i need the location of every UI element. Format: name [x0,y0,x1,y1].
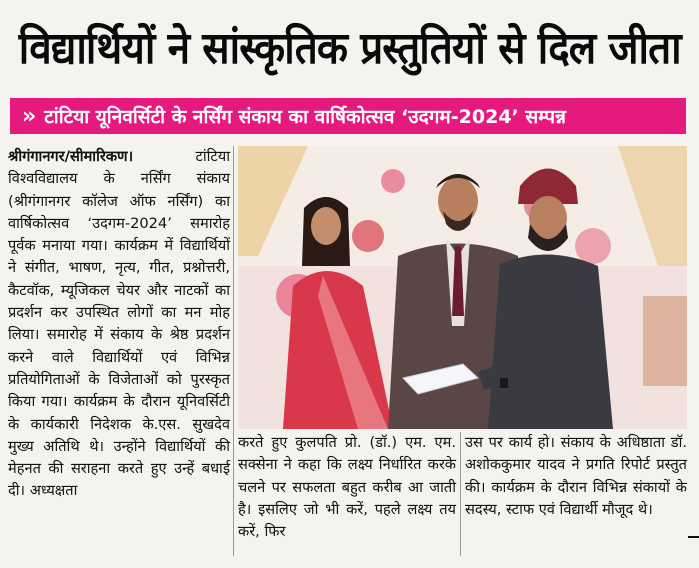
column-divider [460,432,461,556]
article-text-2: करते हुए कुलपति प्रो. (डॉ.) एम. एम. सक्सेना ने कहा कि लक्ष्य निर्धारित करके चलने पर सफलता बहुत करीब आ जाती है। इसलिए जो भी करें, पहले लक्ष्य तय करें, फिर [238,434,456,541]
headline-text: विद्यार्थियों ने सांस्कृतिक प्रस्तुतियों से दिल जीता [18,23,681,74]
article-column-1 [8,146,230,503]
article-column-3 [465,432,687,521]
event-photo [238,146,687,429]
column-divider [233,146,234,556]
article-text-3: उस पर कार्य हो। संकाय के अधिष्ठाता डॉ. अशोककुमार यादव ने प्रगति रिपोर्ट प्रस्तुत की। कार्यक्रम के दौरान विभिन्न संकायों के सदस्य, स्टाफ एवं विद्यार्थी मौजूद थे। [465,434,687,518]
subheadline-text: टांटिया यूनिवर्सिटी के नर्सिंग संकाय का वार्षिकोत्सव ‘उदगम-2024’ सम्पन्न [44,106,566,128]
dateline: श्रीगंगानगर/सीमारिकण। [8,148,134,165]
article-text-1: टांटिया विश्वविद्यालय के नर्सिंग संकाय (श्रीगंगानगर कॉलेज ऑफ नर्सिंग) का वार्षिकोत्सव ‘उदगम-2024’ समारोह पूर्वक मनाया गया। कार्यक्रम में विद्यार्थियों ने संगीत, भाषण, नृत्य, गीत, प्रश्नोत्तरी, कैटवॉक, म्यूजिकल चेयर और नाटकों का प्रदर्शन कर उपस्थित लोगों का मन मोह लिया। समारोह में संकाय के श्रेष्ठ प्रदर्शन करने वाले विद्यार्थियों एवं विभिन्न प्रतियोगिताओं के विजेताओं को पुरस्कृत किया गया। कार्यक्रम के दौरान यूनिवर्सिटी के कार्यकारी निदेशक के.एस. सुखदेव मुख्य अतिथि थे। उन्होंने विद्यार्थियों की मेहनत की सराहना करते हुए उन्हें बधाई दी। अध्यक्षता [8,148,230,500]
edge-mark [688,536,699,538]
headline [0,0,699,92]
subheadline-bar [10,98,686,134]
double-chevron-icon: » [22,103,37,129]
article-column-2 [238,432,456,543]
